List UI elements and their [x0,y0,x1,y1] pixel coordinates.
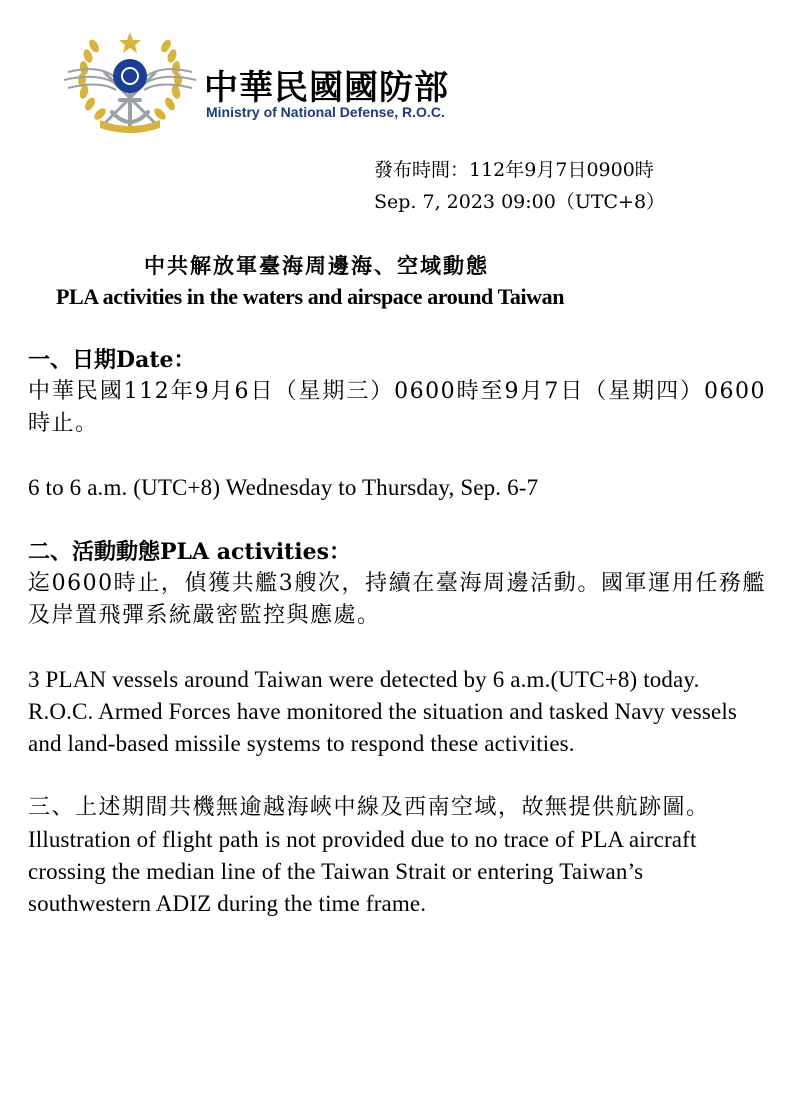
release-body [28,344,766,920]
spacer [28,504,766,536]
section-date-chinese: 中華民國112年9月6日（星期三）0600時至9月7日（星期四）0600時止。 [28,379,766,436]
title-chinese: 中共解放軍臺海周邊海、空域動態 [144,254,489,278]
org-name-chinese: 中華民國國防部 [204,68,449,108]
section-date-english: 6 to 6 a.m. (UTC+8) Wednesday to Thursday, Sep. 6-7 [28,475,539,500]
release-time-chinese: 發布時間：112年9月7日0900時 [374,159,654,181]
section-activities-heading: 二、活動動態PLA activities： [28,539,351,565]
section-flight-path-chinese: 三、上述期間共機無逾越海峽中線及西南空域，故無提供航跡圖。 [28,795,710,820]
section-activities-english: 3 PLAN vessels around Taiwan were detected by 6 a.m.(UTC+8) today. R.O.C. Armed Forces have monitored the situation and tasked Navy vessels and land-based missile systems to respond these activities. [28,667,737,756]
title-english: PLA activities in the waters and airspace around Taiwan [56,284,565,309]
spacer [28,632,766,664]
header [60,28,520,138]
section-date-heading: 一、日期Date： [28,347,196,373]
mnd-emblem-icon [60,28,200,138]
org-name-english: Ministry of National Defense, R.O.C. [206,104,445,120]
section-activities-chinese: 迄0600時止，偵獲共艦3艘次，持續在臺海周邊活動。國軍運用任務艦及岸置飛彈系統嚴密監控與應處。 [28,571,766,628]
spacer [28,440,766,472]
section-flight-path-english: Illustration of flight path is not provided due to no trace of PLA aircraft crossing the median line of the Taiwan Strait or entering Taiwan’s southwestern ADIZ during the time frame. [28,827,697,916]
spacer [28,760,766,792]
release-time-english: Sep. 7, 2023 09:00（UTC+8） [374,191,666,213]
release-time-block [374,154,665,218]
